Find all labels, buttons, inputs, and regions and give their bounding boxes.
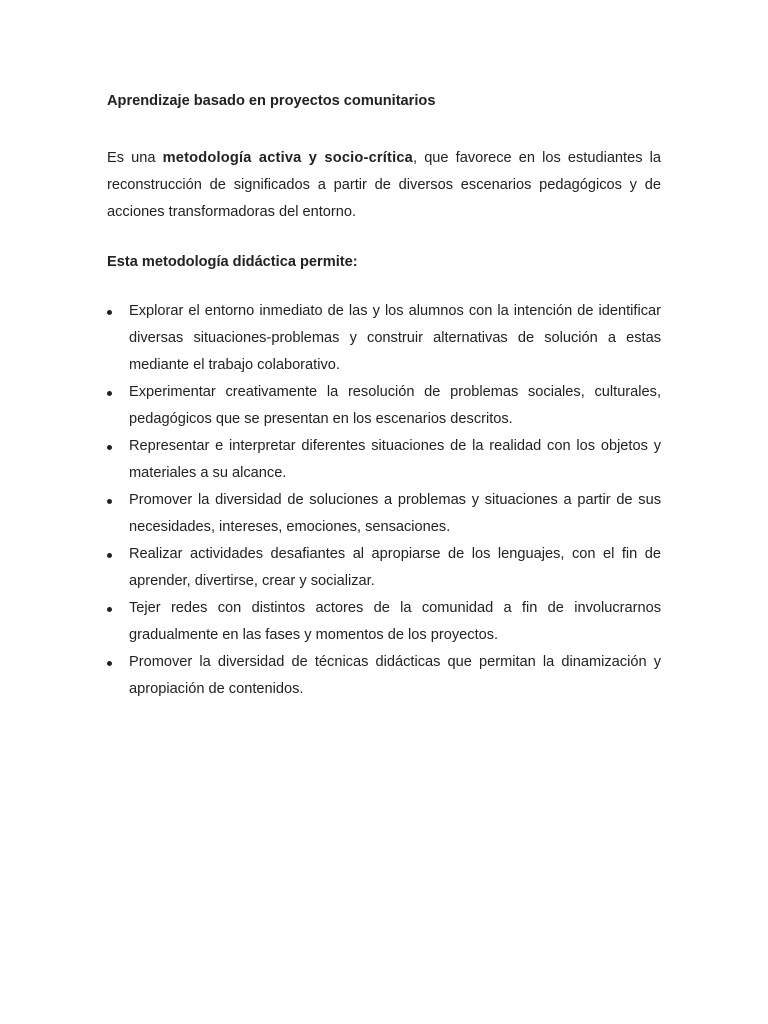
list-item bbox=[107, 541, 661, 595]
bullet-dot-icon bbox=[107, 445, 112, 450]
list-item bbox=[107, 298, 661, 379]
list-item-text: Promover la diversidad de técnicas didácticas que permitan la dinamización y apropiación de contenidos. bbox=[129, 654, 661, 697]
section-subheading: Esta metodología didáctica permite: bbox=[107, 254, 358, 270]
bullet-dot-icon bbox=[107, 607, 112, 612]
list-item-text: Promover la diversidad de soluciones a problemas y situaciones a partir de sus necesidades, intereses, emociones, sensaciones. bbox=[129, 492, 661, 535]
intro-paragraph bbox=[107, 145, 661, 226]
list-item bbox=[107, 379, 661, 433]
list-item bbox=[107, 487, 661, 541]
document-title: Aprendizaje basado en proyectos comunitarios bbox=[107, 93, 436, 109]
list-item bbox=[107, 595, 661, 649]
list-item-text: Representar e interpretar diferentes situaciones de la realidad con los objetos y materiales a su alcance. bbox=[129, 438, 661, 481]
intro-prefix: Es una bbox=[107, 150, 163, 166]
bullet-list bbox=[107, 298, 661, 703]
list-item-text: Experimentar creativamente la resolución de problemas sociales, culturales, pedagógicos que se presentan en los escenarios descritos. bbox=[129, 384, 661, 427]
list-item-text: Explorar el entorno inmediato de las y los alumnos con la intención de identificar diversas situaciones-problemas y construir alternativas de solución a estas mediante el trabajo colaborativo. bbox=[129, 303, 661, 373]
list-item-text: Tejer redes con distintos actores de la comunidad a fin de involucrarnos gradualmente en las fases y momentos de los proyectos. bbox=[129, 600, 661, 643]
intro-suffix: , que favorece en los estudiantes la reconstrucción de significados a partir de diversos escenarios pedagógicos y de acciones transformadoras del entorno. bbox=[107, 150, 661, 220]
bullet-dot-icon bbox=[107, 499, 112, 504]
document-page bbox=[107, 88, 661, 703]
bullet-dot-icon bbox=[107, 553, 112, 558]
bullet-dot-icon bbox=[107, 661, 112, 666]
list-item bbox=[107, 433, 661, 487]
bullet-dot-icon bbox=[107, 391, 112, 396]
list-item bbox=[107, 649, 661, 703]
list-item-text: Realizar actividades desafiantes al apropiarse de los lenguajes, con el fin de aprender, divertirse, crear y socializar. bbox=[129, 546, 661, 589]
intro-bold-phrase: metodología activa y socio-crítica bbox=[162, 150, 414, 166]
bullet-dot-icon bbox=[107, 310, 112, 315]
